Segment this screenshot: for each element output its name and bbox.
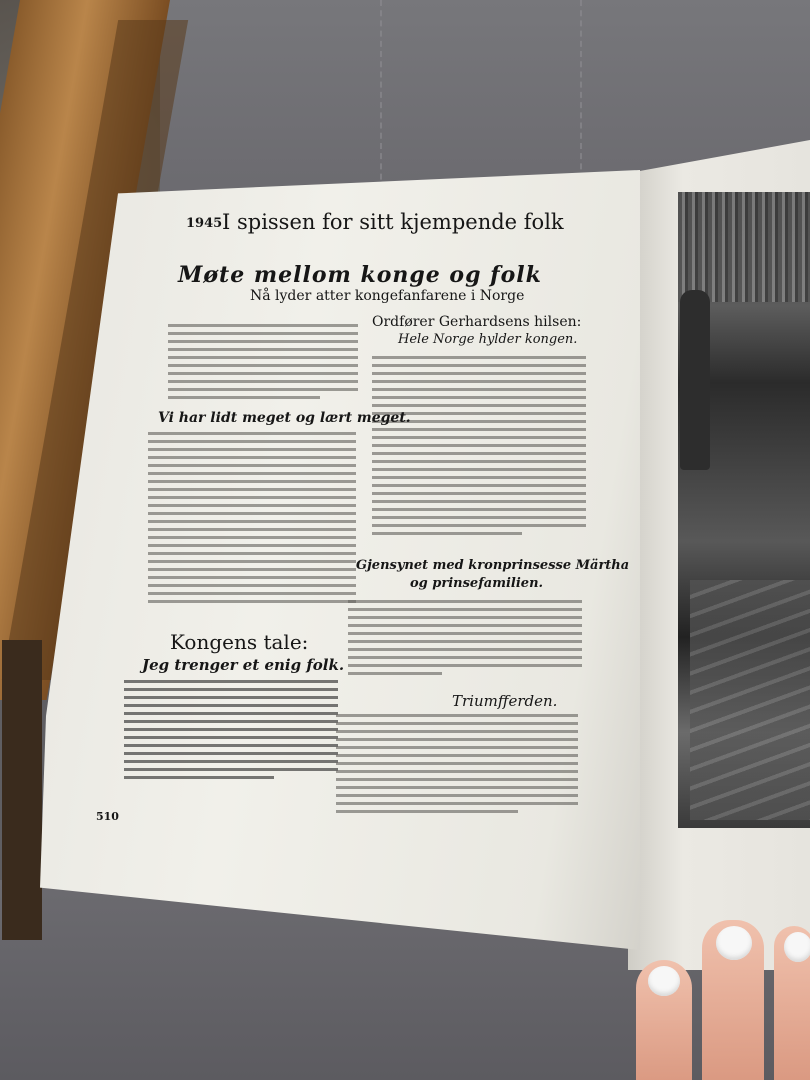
couch-seam [380,0,385,200]
body-text-gjensynet [348,600,582,680]
couch-seam [580,0,585,200]
section-heading-gjensynet: Gjensynet med kronprinsesse Märtha [356,558,630,573]
body-text-hjemmefronten [148,432,356,608]
finger [702,920,764,1080]
section-heading-triumfferden: Triumfferden. [452,692,558,710]
fingernail [648,966,680,996]
subheadline: Nå lyder atter kongefanfarene i Norge [250,288,525,304]
body-text-kongens-tale [124,680,338,784]
section-heading-ordforer: Ordfører Gerhardsens hilsen: [372,314,582,330]
hand [636,910,810,1080]
page-title: I spissen for sitt kjempende folk [222,210,564,234]
headline: Møte mellom konge og folk [178,262,542,288]
fingernail [784,932,810,962]
section-heading-kongens-tale: Kongens tale: [170,630,309,654]
page-number: 510 [96,810,119,823]
section-heading-prinsefamilien: og prinsefamilien. [410,576,544,591]
section-heading-jeg-trenger: Jeg trenger et enig folk. [142,656,345,674]
finger [774,926,810,1080]
page-year: 1945 [186,216,223,231]
section-heading-hele-norge: Hele Norge hylder kongen. [398,332,578,347]
body-text-intro [168,324,358,404]
section-heading-vi-har-lidt: Vi har lidt meget og lært meget. [158,410,411,426]
photo-figure [680,290,710,470]
body-text-gerhardsen [372,356,586,540]
finger [636,960,692,1080]
fingernail [716,926,752,960]
book-cover-edge [2,640,42,940]
photo-pavement [690,580,810,820]
photo-crowd [678,192,810,302]
body-text-triumfferden [336,714,578,818]
